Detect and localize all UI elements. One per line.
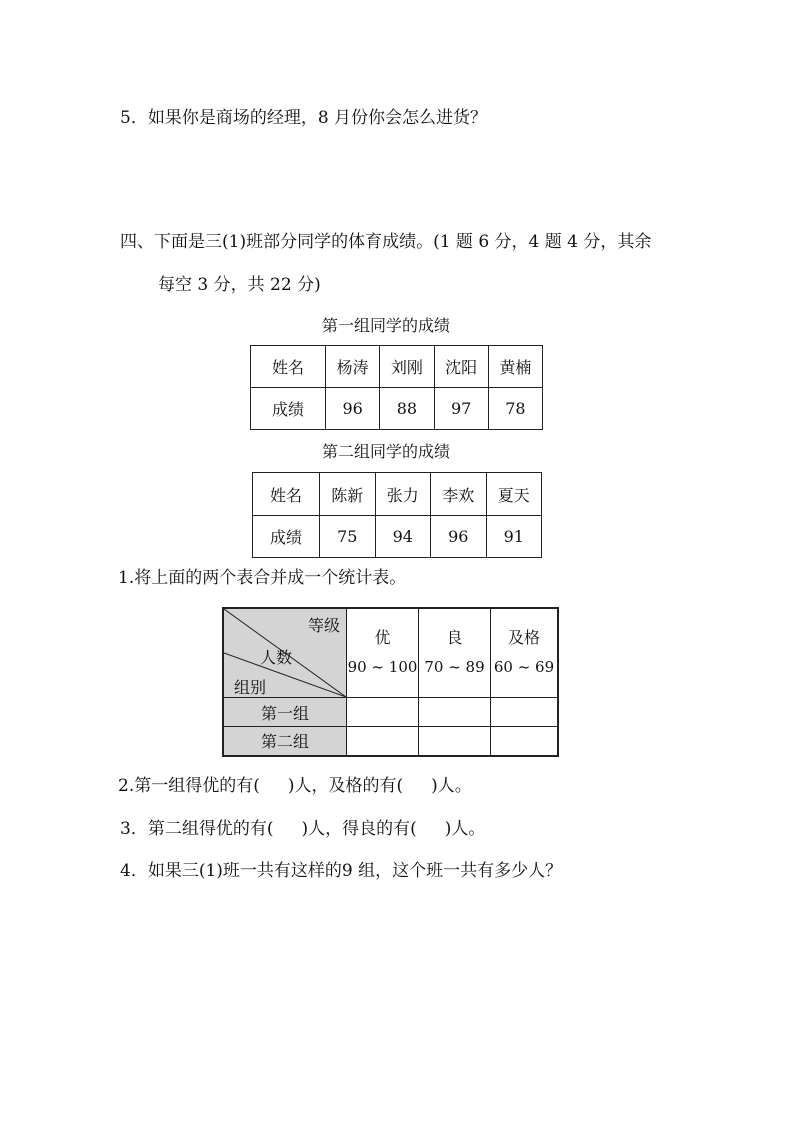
grade-header (347, 608, 419, 698)
group1-score: 96 (326, 388, 380, 430)
group2-score: 96 (431, 516, 487, 558)
group2-caption: 第二组同学的成绩 (322, 442, 451, 461)
group1-score: 97 (434, 388, 488, 430)
group1-name: 杨涛 (326, 346, 380, 388)
section-4-heading-cont: 每空 3 分，共 22 分) (158, 275, 321, 295)
corner-header (223, 608, 347, 698)
question-4: 4．如果三(1)班一共有这样的9 组，这个班一共有多少人？ (120, 861, 563, 881)
q3-text-2: )人，得良的有( (301, 819, 417, 839)
corner-bottom-label: 组别 (234, 678, 267, 697)
group1-score: 78 (488, 388, 542, 430)
row-label-group1: 第一组 (223, 698, 347, 727)
corner-top-label: 等级 (307, 616, 340, 635)
grade-range: 90 ~ 100 (347, 658, 418, 676)
grade-name: 优 (374, 628, 391, 647)
group1-score-header: 成绩 (251, 388, 326, 430)
group2-table (252, 472, 542, 558)
corner-mid-label: 人数 (260, 648, 293, 667)
answer-cell[interactable] (419, 727, 491, 756)
q2-text-1: 2.第一组得优的有( (118, 776, 260, 796)
group1-name-header: 姓名 (251, 346, 326, 388)
answer-cell[interactable] (347, 698, 419, 727)
group1-name: 沈阳 (434, 346, 488, 388)
group2-name: 夏天 (486, 473, 542, 516)
grade-range: 60 ~ 69 (493, 658, 555, 676)
question-1: 1.将上面的两个表合并成一个统计表。 (118, 568, 407, 588)
q2-text-2: )人，及格的有( (287, 776, 404, 796)
group1-name: 刘刚 (380, 346, 434, 388)
grade-range: 70 ~ 89 (424, 658, 485, 676)
answer-cell[interactable] (419, 698, 491, 727)
group2-name-header: 姓名 (253, 473, 320, 516)
group2-name: 李欢 (431, 473, 487, 516)
question-2 (118, 776, 472, 796)
group1-score: 88 (380, 388, 434, 430)
group2-score: 94 (375, 516, 431, 558)
q2-text-3: )人。 (431, 776, 472, 796)
group1-name: 黄楠 (488, 346, 542, 388)
group1-table (250, 345, 543, 430)
group2-name: 陈新 (320, 473, 376, 516)
grade-header (419, 608, 491, 698)
group2-name: 张力 (375, 473, 431, 516)
section-4-heading: 四、下面是三(1)班部分同学的体育成绩。(1 题 6 分，4 题 4 分，其余 (120, 232, 652, 252)
question-5: 5．如果你是商场的经理，8 月份你会怎么进货？ (120, 108, 488, 128)
group2-score-header: 成绩 (253, 516, 320, 558)
q3-text-3: )人。 (444, 819, 486, 839)
question-3 (120, 819, 485, 839)
grade-name: 及格 (507, 628, 540, 647)
answer-cell[interactable] (347, 727, 419, 756)
group2-score: 91 (486, 516, 542, 558)
group1-caption: 第一组同学的成绩 (322, 316, 451, 335)
row-label-group2: 第二组 (223, 727, 347, 756)
answer-cell[interactable] (491, 698, 559, 727)
grade-header (491, 608, 559, 698)
grade-name: 良 (446, 628, 463, 647)
q3-text-1: 3．第二组得优的有( (120, 819, 274, 839)
answer-cell[interactable] (491, 727, 559, 756)
group2-score: 75 (320, 516, 376, 558)
summary-table (222, 607, 559, 757)
